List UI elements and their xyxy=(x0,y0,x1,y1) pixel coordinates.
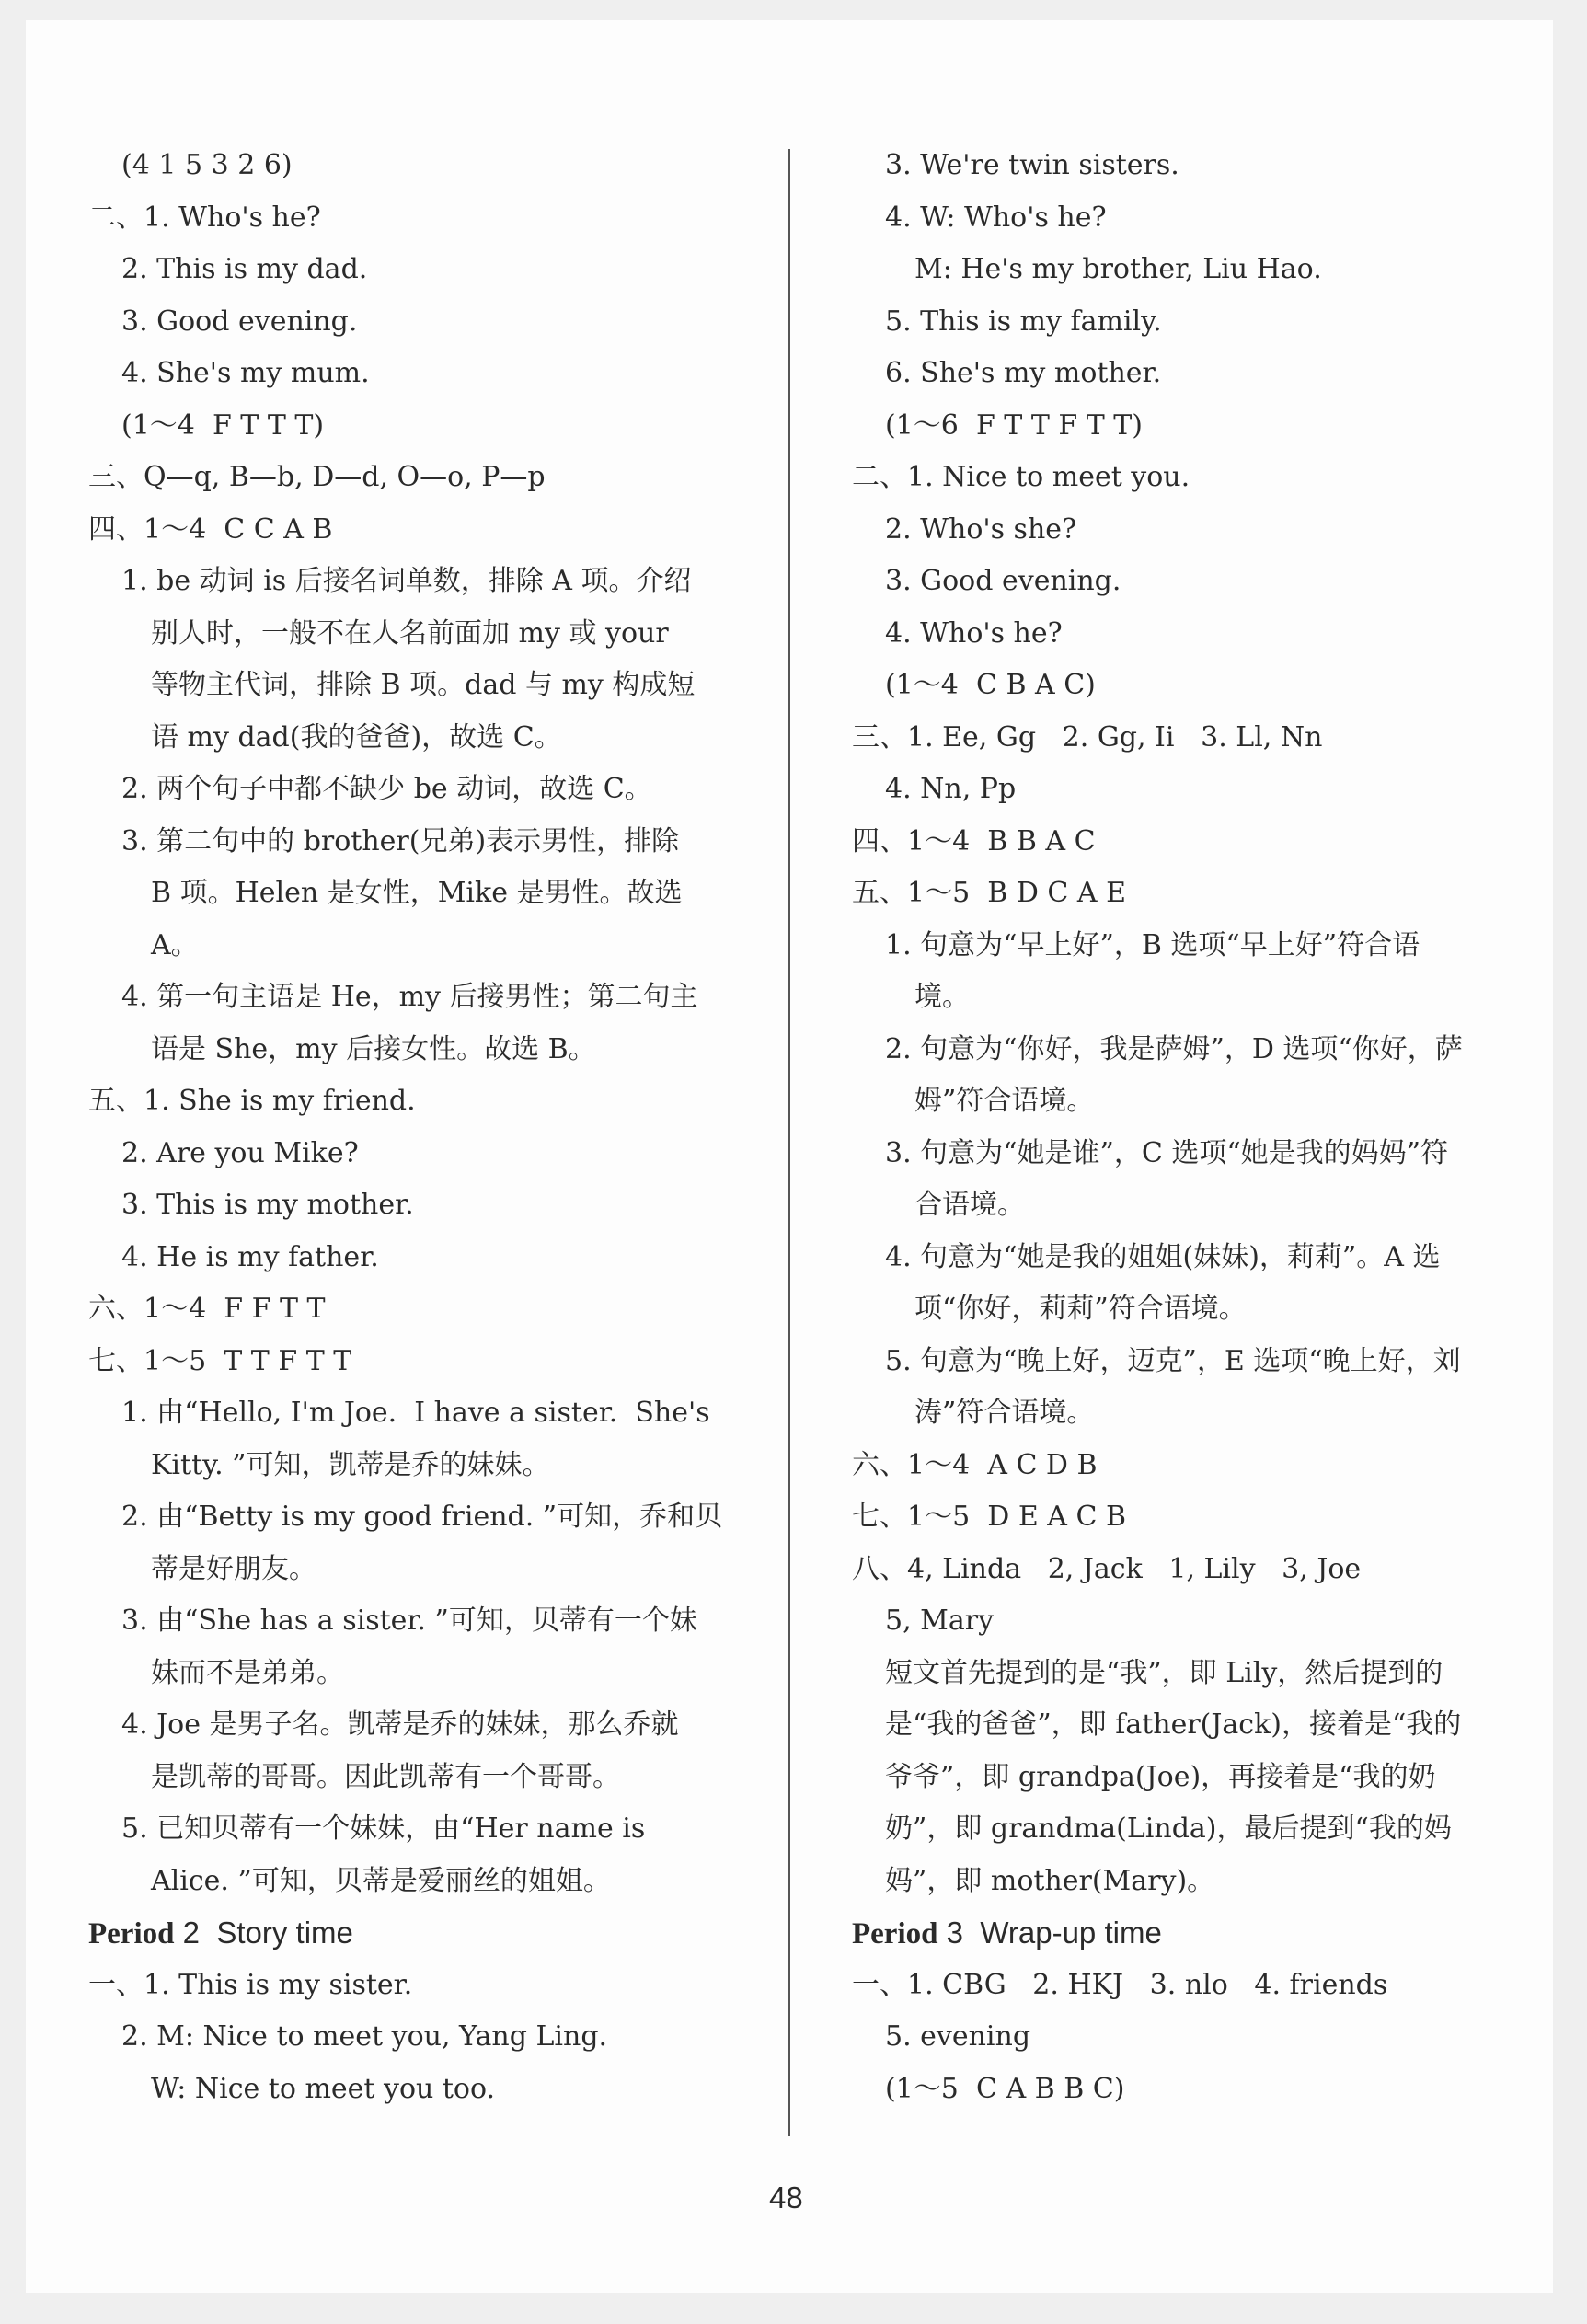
right-answer-line: 合语境。 xyxy=(914,1189,1025,1221)
left-answer-line: 语是 She，my 后接女性。故选 B。 xyxy=(151,1032,596,1065)
right-answer-line: 二、1. Nice to meet you. xyxy=(852,461,1190,493)
left-answer-line: Alice. ”可知，贝蒂是爱丽丝的姐姐。 xyxy=(151,1864,611,1897)
left-answer-line: 3. Good evening. xyxy=(121,305,358,338)
right-answer-line: 七、1～5 D E A C B xyxy=(852,1501,1127,1533)
right-answer-line: 1. 句意为“早上好”，B 选项“早上好”符合语 xyxy=(885,928,1420,961)
left-answer-line: 4. She's my mum. xyxy=(121,357,370,389)
period-title: Story time xyxy=(216,1916,353,1950)
left-answer-line: 3. 由“She has a sister. ”可知，贝蒂有一个妹 xyxy=(121,1605,697,1637)
right-answer-line: 一、1. CBG 2. HKJ 3. nlo 4. friends xyxy=(852,1968,1388,2001)
right-answer-line: 爷爷”，即 grandpa(Joe)，再接着是“我的奶 xyxy=(885,1760,1436,1793)
left-answer-line: 5. 已知贝蒂有一个妹妹，由“Her name is xyxy=(121,1812,646,1845)
left-answer-line: 等物主代词，排除 B 项。dad 与 my 构成短 xyxy=(151,669,696,701)
period-number: 2 xyxy=(174,1916,217,1950)
left-answer-line: 二、1. Who's he? xyxy=(88,201,321,234)
left-answer-line: A。 xyxy=(151,928,199,961)
right-answer-line: 5. 句意为“晚上好，迈克”，E 选项“晚上好，刘 xyxy=(885,1344,1461,1377)
right-answer-line: 4. Nn, Pp xyxy=(885,773,1017,805)
right-answer-line: 5. evening xyxy=(885,2020,1031,2053)
left-answer-line: B 项。Helen 是女性，Mike 是男性。故选 xyxy=(151,877,683,909)
answer-key-page xyxy=(26,20,1553,2293)
left-answer-line: (4 1 5 3 2 6) xyxy=(121,149,293,181)
right-answer-line: 三、1. Ee, Gg 2. Gg, Ii 3. Ll, Nn xyxy=(852,720,1323,754)
left-answer-line: 一、1. This is my sister. xyxy=(88,1968,413,2001)
right-answer-line: 五、1～5 B D C A E xyxy=(852,877,1127,909)
right-answer-line: 5. This is my family. xyxy=(885,305,1162,338)
left-answer-line: 四、1～4 C C A B xyxy=(88,512,333,546)
left-answer-line: 1. 由“Hello, I'm Joe. I have a sister. She's xyxy=(121,1397,710,1429)
left-answer-line: 三、Q—q, B—b, D—d, O—o, P—p xyxy=(88,461,546,493)
right-answer-line: (1～6 F T T F T T) xyxy=(885,408,1144,442)
left-answer-line: 2. 两个句子中都不缺少 be 动词，故选 C。 xyxy=(121,773,652,805)
right-answer-line: 4. Who's he? xyxy=(885,616,1063,650)
left-answer-line: 3. 第二句中的 brother(兄弟)表示男性，排除 xyxy=(121,824,680,857)
right-answer-line: 姆”符合语境。 xyxy=(914,1085,1095,1117)
right-answer-line: 涛”符合语境。 xyxy=(914,1397,1095,1429)
left-answer-line: 妹而不是弟弟。 xyxy=(151,1656,344,1689)
right-answer-line: 八、4, Linda 2, Jack 1, Lily 3, Joe xyxy=(852,1552,1362,1585)
right-answer-line: 四、1～4 B B A C xyxy=(852,824,1096,857)
right-answer-line: 项“你好，莉莉”符合语境。 xyxy=(914,1293,1247,1325)
right-answer-line: 3. We're twin sisters. xyxy=(885,149,1179,181)
left-answer-line: 别人时，一般不在人名前面加 my 或 your xyxy=(151,616,669,650)
left-answer-line: 2. Are you Mike? xyxy=(121,1136,359,1169)
right-answer-line: (1～4 C B A C) xyxy=(885,669,1096,701)
period-label: Period xyxy=(88,1917,175,1950)
right-answer-line: 3. 句意为“她是谁”，C 选项“她是我的妈妈”符 xyxy=(885,1136,1448,1169)
column-divider xyxy=(788,149,790,2136)
left-answer-line: 七、1～5 T T F T T xyxy=(88,1344,352,1377)
page-number: 48 xyxy=(769,2180,803,2215)
left-answer-line: 五、1. She is my friend. xyxy=(88,1085,416,1117)
left-answer-line: 语 my dad(我的爸爸)，故选 C。 xyxy=(151,720,562,754)
left-answer-line: 1. be 动词 is 后接名词单数，排除 A 项。介绍 xyxy=(121,565,692,597)
left-answer-line: 3. This is my mother. xyxy=(121,1189,414,1221)
right-answer-line: 奶”，即 grandma(Linda)，最后提到“我的妈 xyxy=(885,1812,1452,1845)
right-answer-line: 短文首先提到的是“我”，即 Lily，然后提到的 xyxy=(885,1656,1443,1689)
period-number: 3 xyxy=(937,1916,981,1950)
left-answer-line: 4. Joe 是男子名。凯蒂是乔的妹妹，那么乔就 xyxy=(121,1708,679,1741)
left-answer-line: (1～4 F T T T) xyxy=(121,408,325,442)
left-answer-line: 六、1～4 F F T T xyxy=(88,1293,326,1325)
right-answer-line: 是“我的爸爸”，即 father(Jack)，接着是“我的 xyxy=(885,1708,1462,1741)
left-answer-line: 2. 由“Betty is my good friend. ”可知，乔和贝 xyxy=(121,1501,723,1533)
left-period-heading xyxy=(88,1915,353,1952)
right-answer-line: 妈”，即 mother(Mary)。 xyxy=(885,1864,1215,1897)
left-answer-line: 2. This is my dad. xyxy=(121,253,368,285)
right-answer-line: 2. Who's she? xyxy=(885,512,1077,546)
left-answer-line: 4. 第一句主语是 He，my 后接男性；第二句主 xyxy=(121,981,698,1013)
right-answer-line: (1～5 C A B B C) xyxy=(885,2072,1125,2105)
right-answer-line: 4. W: Who's he? xyxy=(885,201,1107,234)
left-answer-line: 4. He is my father. xyxy=(121,1240,379,1273)
right-answer-line: 2. 句意为“你好，我是萨姆”，D 选项“你好，萨 xyxy=(885,1032,1463,1065)
left-answer-line: 是凯蒂的哥哥。因此凯蒂有一个哥哥。 xyxy=(151,1760,620,1793)
right-answer-line: 境。 xyxy=(914,981,970,1013)
right-answer-line: 5, Mary xyxy=(885,1605,995,1637)
left-answer-line: W: Nice to meet you too. xyxy=(151,2072,496,2105)
left-answer-line: 蒂是好朋友。 xyxy=(151,1552,316,1585)
left-answer-line: Kitty. ”可知，凯蒂是乔的妹妹。 xyxy=(151,1448,550,1481)
right-period-heading xyxy=(852,1915,1162,1952)
right-answer-line: 3. Good evening. xyxy=(885,565,1121,597)
period-label: Period xyxy=(852,1917,938,1950)
period-title: Wrap-up time xyxy=(980,1916,1162,1950)
left-answer-line: 2. M: Nice to meet you, Yang Ling. xyxy=(121,2020,608,2053)
right-answer-line: M: He's my brother, Liu Hao. xyxy=(914,253,1322,285)
right-answer-line: 4. 句意为“她是我的姐姐(妹妹)，莉莉”。A 选 xyxy=(885,1240,1441,1273)
right-answer-line: 6. She's my mother. xyxy=(885,357,1162,389)
right-answer-line: 六、1～4 A C D B xyxy=(852,1448,1098,1481)
